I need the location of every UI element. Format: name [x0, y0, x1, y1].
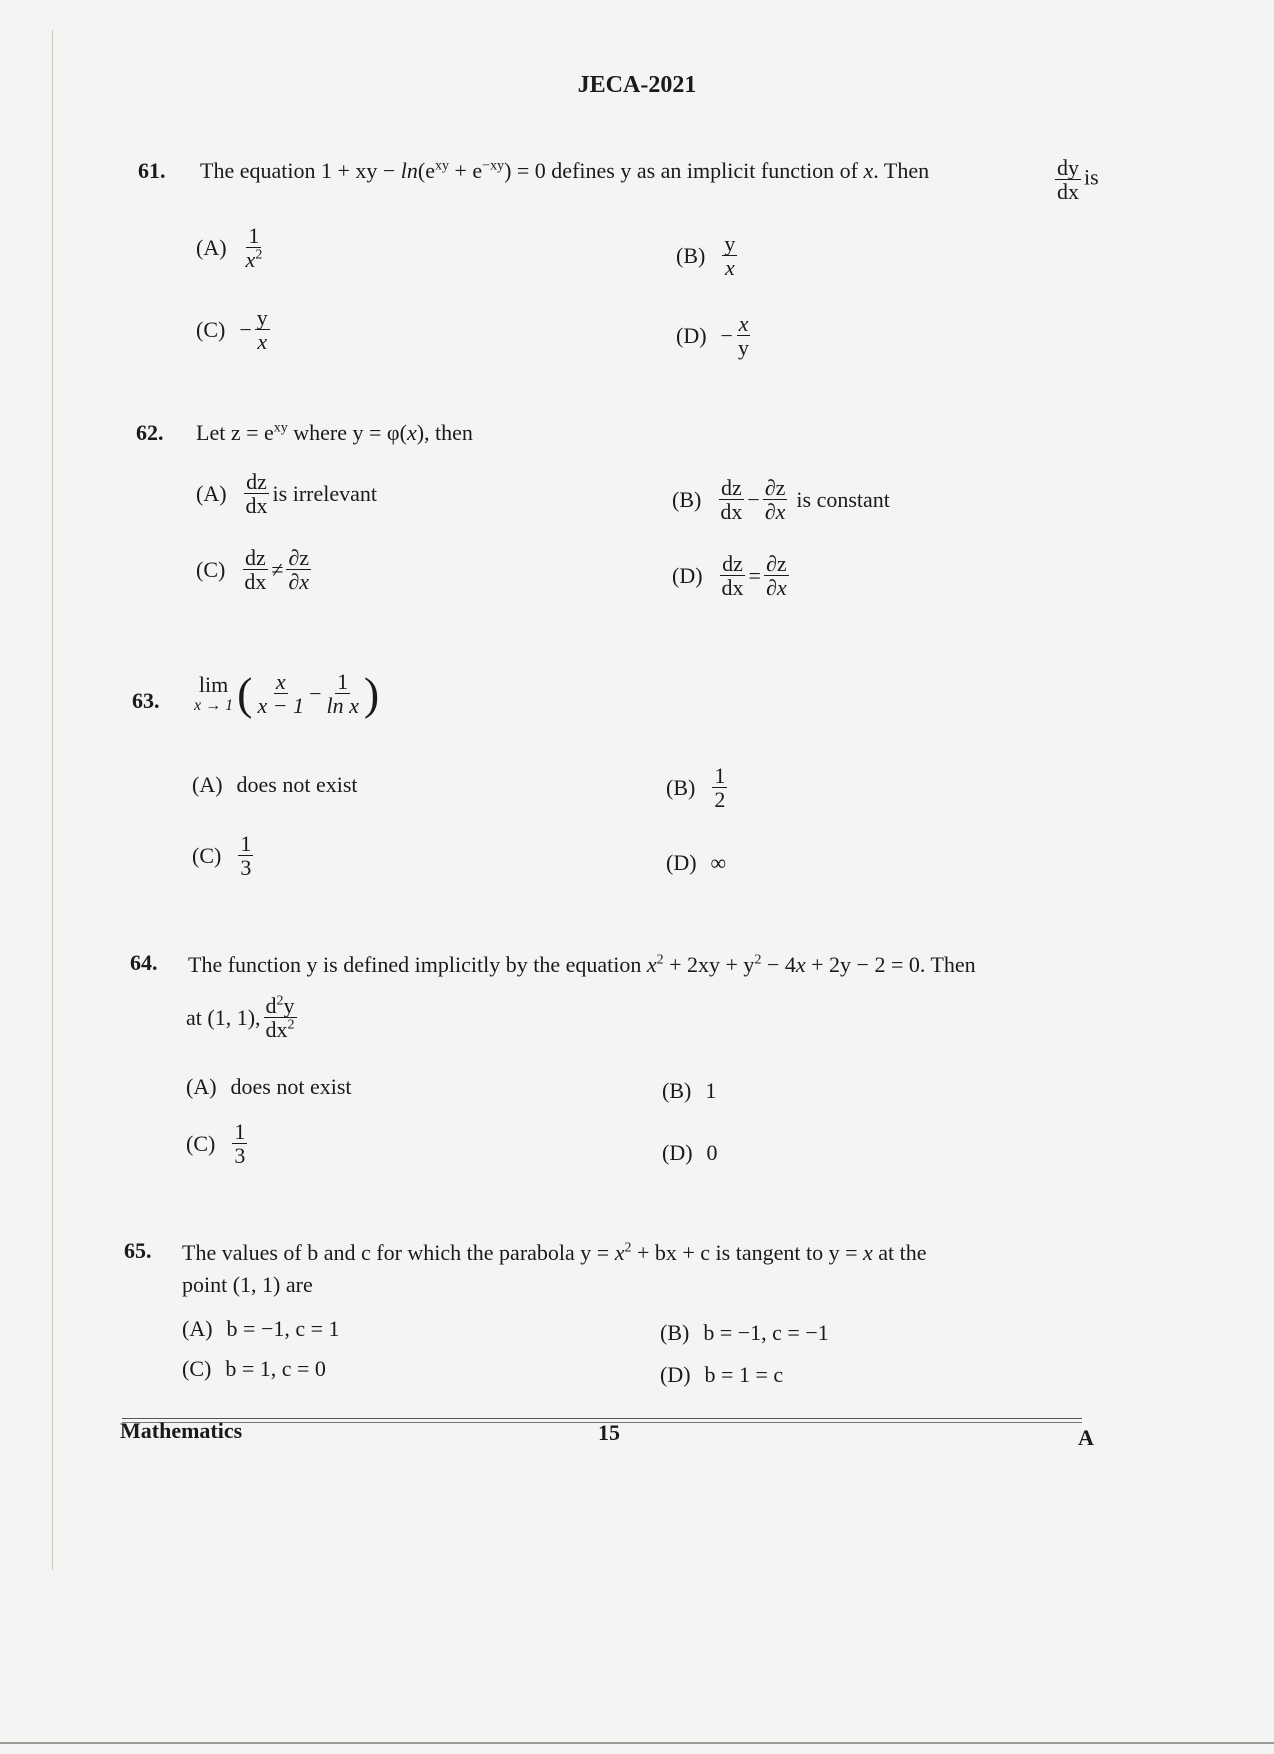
question-set-code: A	[1078, 1425, 1094, 1450]
option-65-C: (C) b = 1, c = 0	[182, 1356, 326, 1381]
option-63-D: (D) ∞	[666, 850, 727, 875]
question-61-stem: The equation 1 + xy − $\ln(e^{xy} + e^{-xy}) = 0$ defines y as an implicit function of x. Then	[200, 158, 930, 183]
option-64-A: (A) does not exist	[186, 1074, 352, 1099]
question-number-65: 65.	[124, 1238, 152, 1263]
option-61-B: (B) $\frac{y}{x}$	[676, 231, 736, 281]
question-number-63: 63.	[132, 688, 160, 713]
option-65-A: (A) b = −1, c = 1	[182, 1316, 340, 1341]
scan-edge-line	[0, 1742, 1274, 1744]
question-63-stem: lim x → 1 ( $\frac{x}{x - 1}$ − $\frac{1}{\text{ln x}}$ )	[194, 667, 380, 719]
question-64-stem-line2: at (1, 1), $\frac{d^2y}{dx^2}$	[186, 993, 295, 1043]
option-63-A: (A) does not exist	[192, 772, 358, 797]
fraction: $\frac{x}{x - 1}$	[257, 669, 305, 719]
option-63-C: (C) $\frac{1}{3}$	[192, 831, 252, 881]
option-62-A: (A) $\frac{dz}{dx}$ is irrelevant	[196, 469, 378, 519]
page-header: JECA-2021	[577, 72, 697, 98]
question-62-stem: Let $z = e^{xy}$ where y = φ(x), then	[196, 420, 473, 445]
fraction: $\frac{\partial z}{\partial x}$	[765, 551, 787, 601]
footer-subject: Mathematics	[120, 1418, 243, 1443]
fraction: $\frac{dz}{dx}$	[244, 545, 267, 595]
option-62-D: (D) $\frac{dz}{dx}$ = $\frac{\partial z}{\partial x}$	[672, 551, 787, 601]
question-65-stem: The values of b and c for which the parabola $y = x^2$ + bx + c is tangent to y = x at the	[182, 1240, 927, 1265]
fraction: $\frac{1}{3}$	[240, 831, 252, 881]
question-number-62: 62.	[136, 420, 164, 445]
page-number: 15	[598, 1420, 620, 1445]
option-61-A: (A) $\frac{1}{x^2}$	[196, 223, 263, 273]
fraction: $\frac{1}{x^2}$	[245, 223, 263, 273]
fraction: $\frac{1}{\text{ln x}}$	[326, 669, 359, 719]
option-62-B: (B) $\frac{dz}{dx}$ − $\frac{\partial z}{\partial x}$ is constant	[672, 475, 890, 525]
fraction: $\frac{dy}{dx}$	[1057, 155, 1079, 205]
fraction: $\frac{x}{y}$	[737, 311, 749, 361]
question-64-stem: The function y is defined implicitly by the equation $x^2 + 2xy + y^2 - 4x + 2y - 2 = 0$. Then	[188, 952, 976, 977]
option-65-D: (D) b = 1 = c	[660, 1362, 784, 1387]
option-64-D: (D) 0	[662, 1140, 718, 1165]
question-61-derivative: $\frac{dy}{dx}$ is	[1057, 155, 1099, 205]
fraction: $\frac{1}{3}$	[234, 1119, 246, 1169]
fraction: $\frac{y}{x}$	[256, 305, 268, 355]
fraction: $\frac{\partial z}{\partial x}$	[288, 545, 310, 595]
option-62-C: (C) $\frac{dz}{dx}$ ≠ $\frac{\partial z}{\partial x}$	[196, 545, 310, 595]
fraction: $\frac{y}{x}$	[724, 231, 736, 281]
option-61-C: (C) − $\frac{y}{x}$	[196, 305, 268, 355]
fraction: $\frac{dz}{dx}$	[721, 551, 744, 601]
option-61-D: (D) − $\frac{x}{y}$	[676, 311, 749, 361]
margin-line	[52, 30, 53, 1570]
limit-operator: lim x → 1	[194, 671, 234, 714]
footer-divider	[122, 1418, 1082, 1419]
question-65-stem-line2: point (1, 1) are	[182, 1272, 313, 1297]
question-number-64: 64.	[130, 950, 158, 975]
fraction: $\frac{dz}{dx}$	[720, 475, 743, 525]
fraction: $\frac{dz}{dx}$	[245, 469, 268, 519]
option-64-C: (C) $\frac{1}{3}$	[186, 1119, 246, 1169]
fraction: $\frac{d^2y}{dx^2}$	[265, 993, 295, 1043]
fraction: $\frac{\partial z}{\partial x}$	[764, 475, 786, 525]
fraction: $\frac{1}{2}$	[714, 763, 726, 813]
option-63-B: (B) $\frac{1}{2}$	[666, 763, 726, 813]
question-number-61: 61.	[138, 158, 166, 183]
option-65-B: (B) b = −1, c = −1	[660, 1320, 829, 1345]
option-64-B: (B) 1	[662, 1078, 717, 1103]
